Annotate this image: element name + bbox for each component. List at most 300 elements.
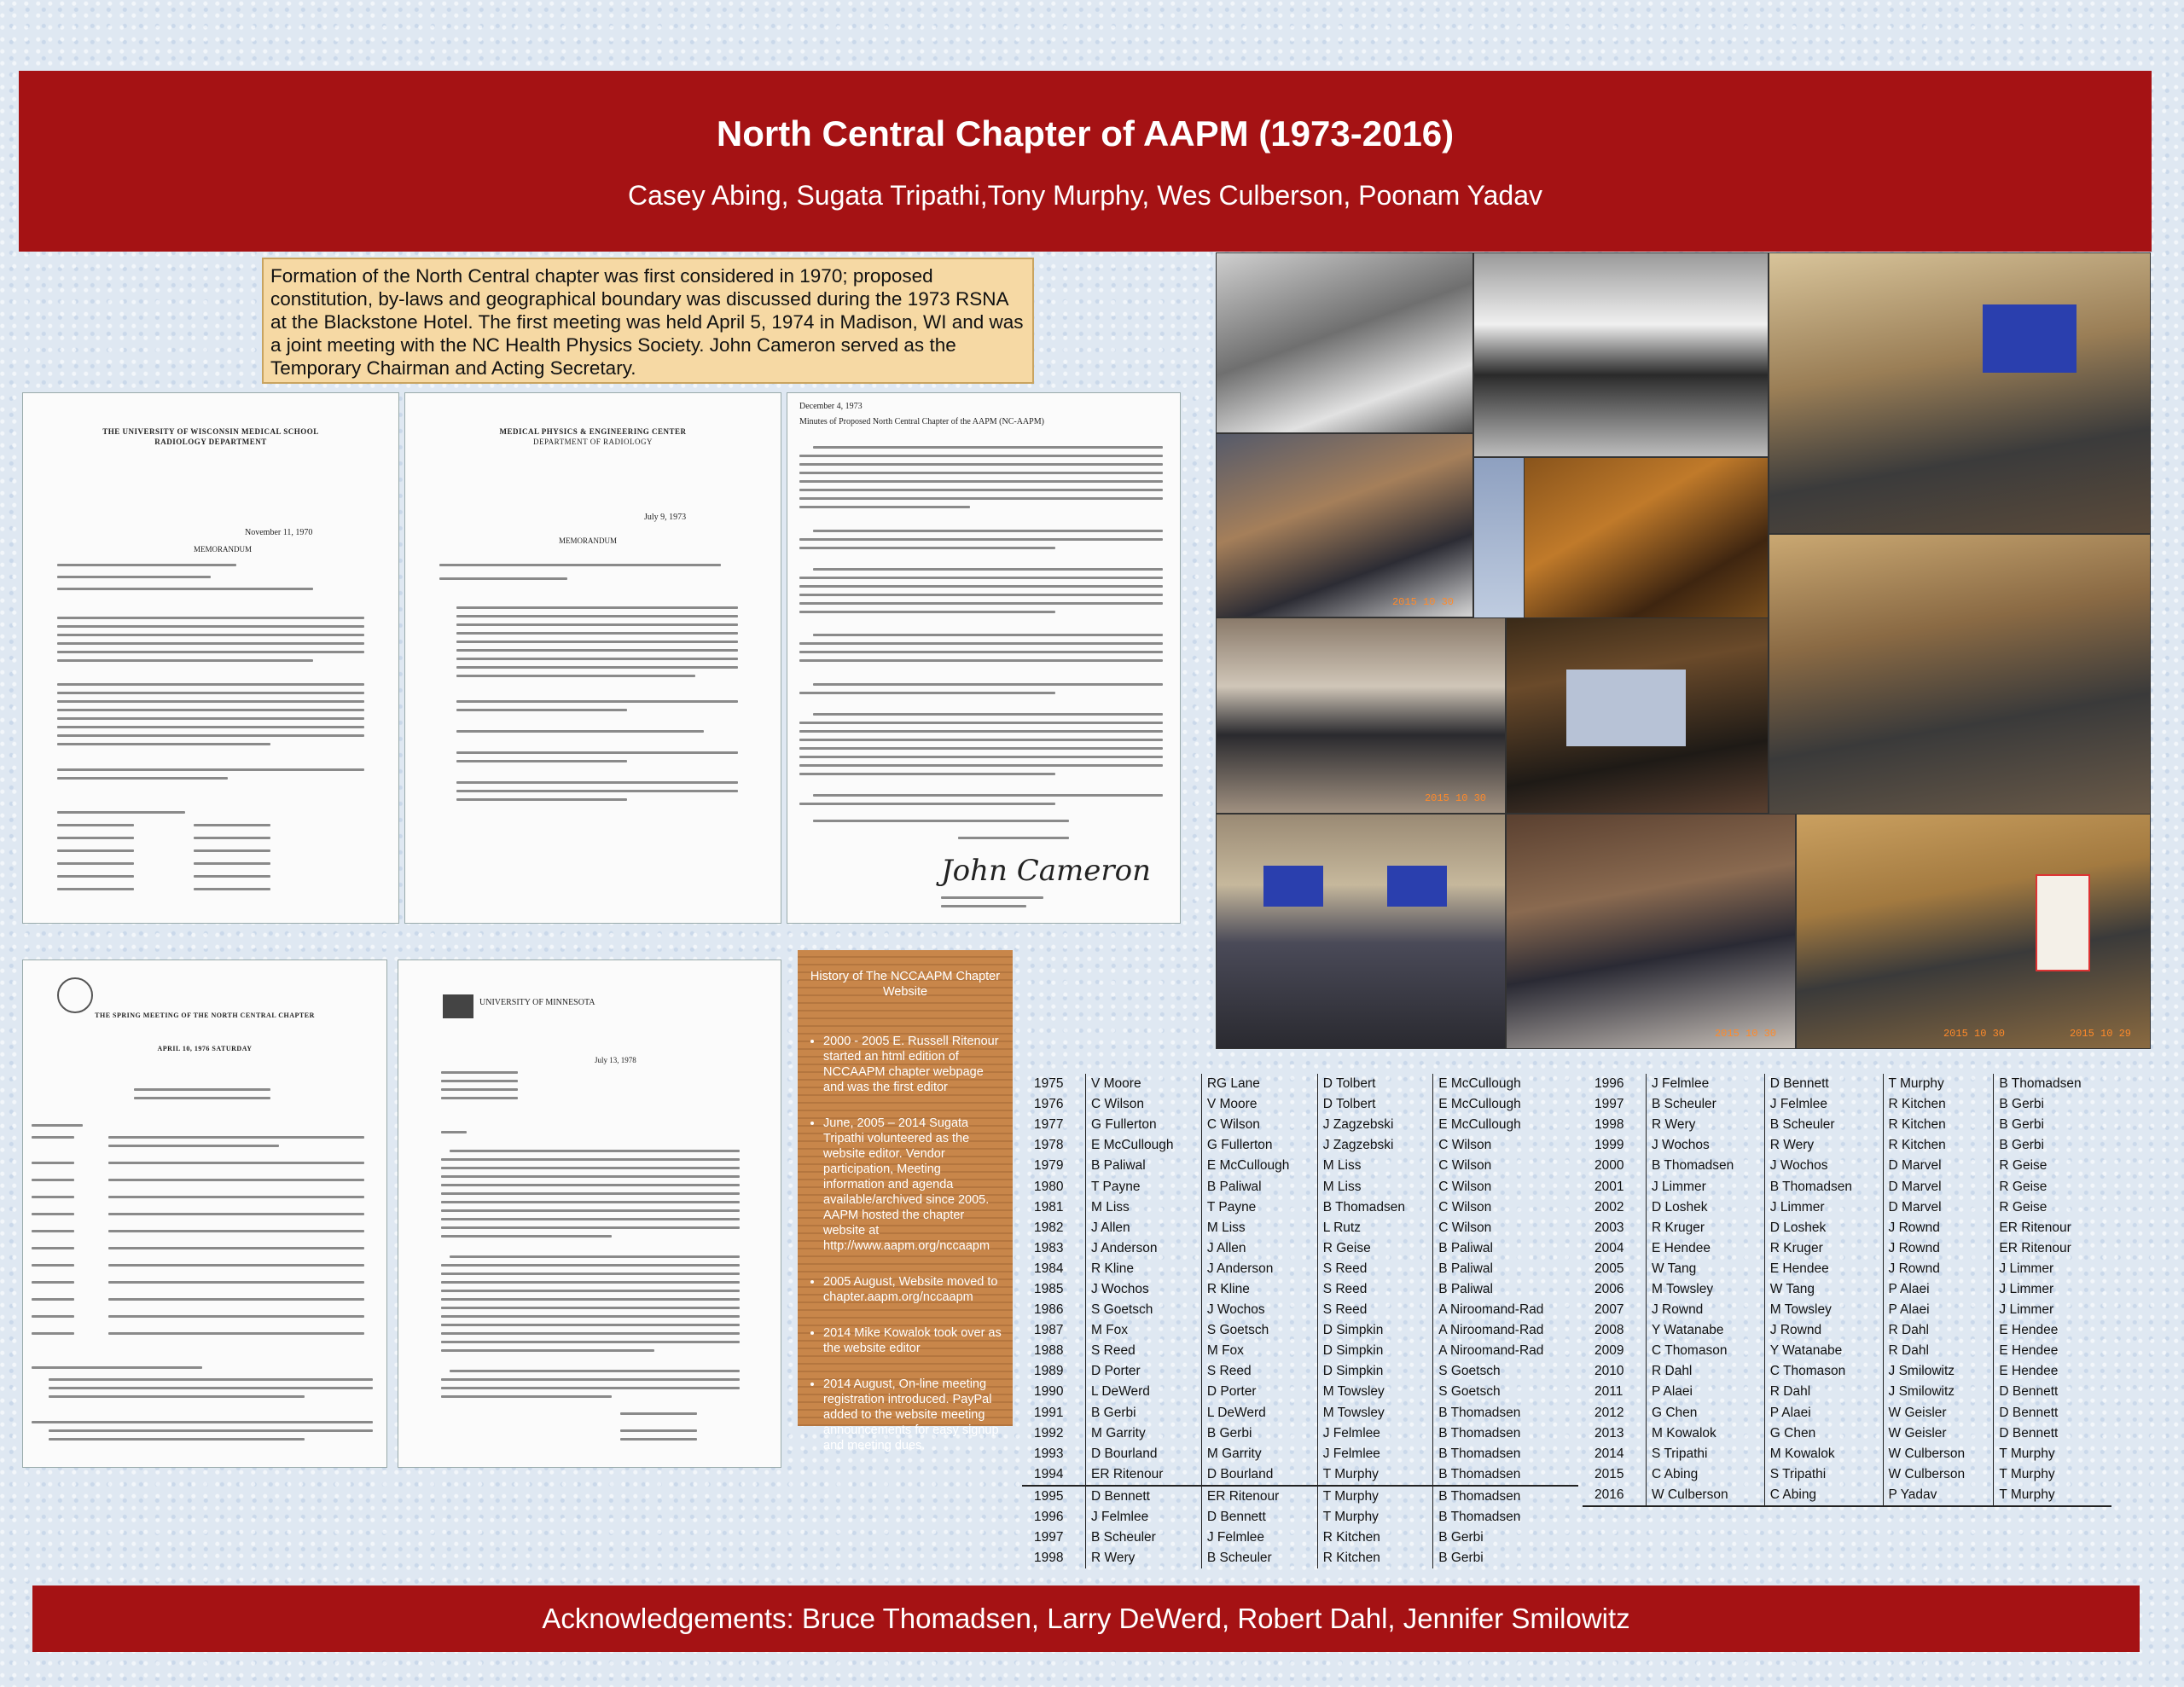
officer-cell: J Smilowitz — [1883, 1382, 1994, 1402]
officer-cell: D Bennett — [1994, 1403, 2111, 1423]
slide-screen — [1566, 670, 1686, 746]
table-row — [1022, 1320, 1578, 1341]
officer-cell: R Dahl — [1764, 1382, 1883, 1402]
year-cell: 1979 — [1034, 1158, 1064, 1174]
officer-cell: D Bennett — [1201, 1507, 1317, 1528]
officer-cell: D Bennett — [1994, 1423, 2111, 1444]
memo-1970-scan — [22, 392, 399, 924]
website-history-title: History of The NCCAAPM Chapter Website — [810, 970, 1001, 999]
officer-cell: R Kruger — [1647, 1218, 1765, 1238]
officer-cell: ER Ritenour — [1994, 1218, 2111, 1238]
officer-cell: J Felmlee — [1317, 1444, 1432, 1464]
officer-cell: E Hendee — [1994, 1320, 2111, 1341]
officer-cell: T Murphy — [1883, 1074, 1994, 1094]
photo-group-standing — [1216, 617, 1506, 814]
table-row — [1022, 1486, 1578, 1507]
year-cell: 1978 — [1034, 1138, 1064, 1153]
officer-cell: B Paliwal — [1433, 1238, 1578, 1259]
officer-cell: S Tripathi — [1764, 1464, 1883, 1485]
officer-cell: W Geisler — [1883, 1423, 1994, 1444]
officer-cell: ER Ritenour — [1086, 1464, 1202, 1486]
photo-audience-slide — [1506, 617, 1769, 814]
table-row — [1022, 1444, 1578, 1464]
officer-cell: M Garrity — [1086, 1423, 1202, 1444]
year-cell: 1977 — [1034, 1117, 1064, 1133]
officer-cell: C Wilson — [1433, 1135, 1578, 1156]
year-cell: 2005 — [1594, 1261, 1624, 1276]
officer-cell: RG Lane — [1201, 1074, 1317, 1094]
officer-cell: J Anderson — [1086, 1238, 1202, 1259]
officer-cell: J Felmlee — [1317, 1423, 1432, 1444]
officer-cell: B Thomadsen — [1433, 1444, 1578, 1464]
officer-cell: M Towsley — [1764, 1300, 1883, 1320]
officer-cell: B Thomadsen — [1764, 1176, 1883, 1197]
officer-cell: Y Watanabe — [1764, 1341, 1883, 1361]
officer-cell: J Rownd — [1883, 1259, 1994, 1279]
minnesota-letter-1978-scan — [398, 959, 781, 1468]
officer-cell: S Goetsch — [1201, 1320, 1317, 1341]
officer-cell: T Murphy — [1317, 1464, 1432, 1486]
table-row — [1022, 1197, 1578, 1218]
officer-cell: J Allen — [1086, 1218, 1202, 1238]
officer-cell: J Wochos — [1201, 1300, 1317, 1320]
table-row — [1583, 1218, 2111, 1238]
table-row — [1583, 1485, 2111, 1506]
officer-cell: C Wilson — [1433, 1176, 1578, 1197]
year-cell: 2002 — [1594, 1199, 1624, 1215]
officer-cell: R Kitchen — [1317, 1528, 1432, 1548]
photo-two-men-portrait — [1216, 252, 1473, 433]
table-row — [1583, 1176, 2111, 1197]
history-item: • 2005 August, Website moved to chapter.aapm.org/nccaapm — [823, 1274, 1002, 1305]
table-row — [1022, 1382, 1578, 1402]
photo-date-stamp: 2015 10 30 — [1943, 1028, 2005, 1040]
officer-cell: J Felmlee — [1764, 1094, 1883, 1115]
year-cell: 2001 — [1594, 1179, 1624, 1194]
year-cell: 1984 — [1034, 1261, 1064, 1276]
officer-cell: S Reed — [1317, 1300, 1432, 1320]
table-row — [1583, 1423, 2111, 1444]
year-cell: 2010 — [1594, 1364, 1624, 1379]
officer-cell: W Culberson — [1883, 1444, 1994, 1464]
officer-cell: C Wilson — [1201, 1115, 1317, 1135]
officer-cell: J Zagzebski — [1317, 1115, 1432, 1135]
officer-cell: R Dahl — [1883, 1341, 1994, 1361]
officer-cell: J Limmer — [1764, 1197, 1883, 1218]
minutes-date: December 4, 1973 — [799, 402, 863, 411]
officer-cell: B Scheuler — [1201, 1548, 1317, 1568]
officer-cell: B Paliwal — [1433, 1259, 1578, 1279]
officer-cell: R Kline — [1086, 1259, 1202, 1279]
officers-table-1975-1998 — [1022, 1074, 1578, 1568]
table-row — [1583, 1238, 2111, 1259]
table-row — [1583, 1156, 2111, 1176]
table-row — [1022, 1548, 1578, 1568]
officer-cell: E Hendee — [1994, 1361, 2111, 1382]
officer-cell: B Thomadsen — [1317, 1197, 1432, 1218]
officer-cell: B Thomadsen — [1433, 1464, 1578, 1486]
officer-cell: C Wilson — [1433, 1156, 1578, 1176]
officer-cell: J Anderson — [1201, 1259, 1317, 1279]
officer-cell: E McCullough — [1086, 1135, 1202, 1156]
photo-large-audience-room — [1216, 814, 1506, 1049]
officer-cell: C Wilson — [1433, 1197, 1578, 1218]
table-row — [1583, 1341, 2111, 1361]
officer-cell: A Niroomand-Rad — [1433, 1320, 1578, 1341]
year-cell: 2007 — [1594, 1302, 1624, 1318]
officer-cell: R Kline — [1201, 1279, 1317, 1300]
projector-screen — [1983, 304, 2077, 373]
table-row — [1022, 1259, 1578, 1279]
officer-cell: D Simpkin — [1317, 1320, 1432, 1341]
poster-title: North Central Chapter of AAPM (1973-2016) — [716, 113, 1455, 154]
officer-cell: J Rownd — [1764, 1320, 1883, 1341]
year-cell: 1996 — [1034, 1510, 1064, 1525]
officer-cell: R Geise — [1994, 1156, 2111, 1176]
officer-cell: B Thomadsen — [1433, 1486, 1578, 1507]
officer-cell: B Gerbi — [1433, 1548, 1578, 1568]
officer-cell: E Hendee — [1994, 1341, 2111, 1361]
officers-table-1996-2016 — [1583, 1074, 2111, 1507]
photo-lecture-room-projector — [1769, 252, 2151, 534]
officer-cell: R Kitchen — [1883, 1094, 1994, 1115]
table-row — [1583, 1320, 2111, 1341]
officer-cell: M Garrity — [1201, 1444, 1317, 1464]
memo-1970-date: November 11, 1970 — [245, 528, 313, 537]
officer-cell: B Paliwal — [1433, 1279, 1578, 1300]
table-row — [1022, 1094, 1578, 1115]
officer-cell: B Gerbi — [1201, 1423, 1317, 1444]
intro-text-box: Formation of the North Central chapter was first considered in 1970; proposed constitution, by-laws and geographical boundary was discussed during the 1973 RSNA at the Blackstone Hotel. The first meeting was held April 5, 1974 in Madison, WI and was a joint meeting with the NC Health Physics Society. John Cameron served as the Temporary Chairman and Acting Secretary. — [262, 258, 1034, 384]
year-cell: 1980 — [1034, 1179, 1064, 1194]
officer-cell: T Murphy — [1994, 1485, 2111, 1506]
table-row — [1583, 1279, 2111, 1300]
officer-cell: P Alaei — [1647, 1382, 1765, 1402]
photo-four-people-poster — [1796, 814, 2151, 1049]
officer-cell: E McCullough — [1433, 1074, 1578, 1094]
officer-cell: M Liss — [1317, 1156, 1432, 1176]
officer-cell: R Wery — [1086, 1548, 1202, 1568]
poster-authors: Casey Abing, Sugata Tripathi,Tony Murphy, Wes Culberson, Poonam Yadav — [628, 180, 1542, 211]
officer-cell: B Thomadsen — [1433, 1403, 1578, 1423]
year-cell: 1983 — [1034, 1240, 1064, 1255]
officer-cell: J Felmlee — [1647, 1074, 1765, 1094]
table-row — [1022, 1176, 1578, 1197]
table-row — [1022, 1238, 1578, 1259]
officer-cell: M Towsley — [1317, 1403, 1432, 1423]
crest-icon — [57, 977, 93, 1013]
officer-cell: B Scheuler — [1086, 1528, 1202, 1548]
photo-podium-speaker — [1769, 534, 2151, 815]
acknowledgements: Acknowledgements: Bruce Thomadsen, Larry DeWerd, Robert Dahl, Jennifer Smilowitz — [32, 1586, 2140, 1652]
table-row — [1583, 1444, 2111, 1464]
officer-cell: B Gerbi — [1994, 1135, 2111, 1156]
officer-cell: C Wilson — [1086, 1094, 1202, 1115]
year-cell: 2013 — [1594, 1425, 1624, 1441]
officer-cell: J Felmlee — [1201, 1528, 1317, 1548]
officer-cell: R Kitchen — [1883, 1135, 1994, 1156]
officer-cell: S Goetsch — [1086, 1300, 1202, 1320]
officer-cell: M Towsley — [1647, 1279, 1765, 1300]
officer-cell: D Bennett — [1086, 1486, 1202, 1507]
year-cell: 2000 — [1594, 1158, 1624, 1174]
history-item: • 2014 Mike Kowalok took over as the website editor — [823, 1325, 1002, 1356]
officer-cell: S Goetsch — [1433, 1361, 1578, 1382]
officer-cell: C Thomason — [1647, 1341, 1765, 1361]
officer-cell: M Towsley — [1317, 1382, 1432, 1402]
officer-cell: M Fox — [1086, 1320, 1202, 1341]
photo-conference-table — [1216, 433, 1473, 617]
officer-cell: B Thomadsen — [1433, 1507, 1578, 1528]
photo-registration-desk — [1506, 814, 1796, 1049]
officer-cell: T Murphy — [1994, 1444, 2111, 1464]
officer-cell: R Wery — [1647, 1115, 1765, 1135]
year-cell: 1997 — [1594, 1097, 1624, 1112]
table-row — [1022, 1464, 1578, 1486]
officer-cell: D Tolbert — [1317, 1094, 1432, 1115]
officer-cell: T Payne — [1086, 1176, 1202, 1197]
table-row — [1022, 1074, 1578, 1094]
history-item: • 2014 August, On-line meeting registration introduced. PayPal added to the website meeting announcements for easy signup and meeting dues. — [823, 1377, 1002, 1453]
officer-cell: B Thomadsen — [1994, 1074, 2111, 1094]
table-row — [1583, 1074, 2111, 1094]
photo-date-stamp: 2015 10 30 — [1714, 1028, 1776, 1040]
website-history-box — [798, 950, 1013, 1452]
table-row — [1583, 1094, 2111, 1115]
minutes-1973-scan — [787, 392, 1181, 924]
year-cell: 1989 — [1034, 1364, 1064, 1379]
officer-cell: R Geise — [1994, 1197, 2111, 1218]
officer-cell: G Fullerton — [1086, 1115, 1202, 1135]
year-cell: 1986 — [1034, 1302, 1064, 1318]
officer-cell: J Wochos — [1086, 1279, 1202, 1300]
officer-cell: J Wochos — [1764, 1156, 1883, 1176]
officer-cell: B Scheuler — [1764, 1115, 1883, 1135]
minnesota-letterhead: UNIVERSITY OF MINNESOTA — [479, 998, 595, 1007]
officer-cell: S Reed — [1201, 1361, 1317, 1382]
officer-cell: J Wochos — [1647, 1135, 1765, 1156]
table-row — [1022, 1341, 1578, 1361]
year-cell: 1998 — [1594, 1117, 1624, 1133]
officer-cell: D Loshek — [1647, 1197, 1765, 1218]
year-cell: 2012 — [1594, 1405, 1624, 1420]
table-row — [1022, 1279, 1578, 1300]
officer-cell: D Tolbert — [1317, 1074, 1432, 1094]
screen-left — [1263, 866, 1323, 907]
officer-cell: C Abing — [1764, 1485, 1883, 1506]
officer-cell: W Tang — [1764, 1279, 1883, 1300]
officer-cell: B Gerbi — [1433, 1528, 1578, 1548]
photo-date-stamp: 2015 10 29 — [2069, 1028, 2131, 1040]
officer-cell: R Geise — [1317, 1238, 1432, 1259]
officer-cell: P Yadav — [1883, 1485, 1994, 1506]
history-item: • 2000 - 2005 E. Russell Ritenour started an html edition of NCCAAPM chapter webpage and was the first editor — [823, 1034, 1002, 1095]
year-cell: 1994 — [1034, 1466, 1064, 1481]
officer-cell: T Payne — [1201, 1197, 1317, 1218]
table-row — [1022, 1135, 1578, 1156]
officer-cell: W Geisler — [1883, 1403, 1994, 1423]
officer-cell: J Limmer — [1994, 1279, 2111, 1300]
table-row — [1022, 1528, 1578, 1548]
officer-cell: V Moore — [1201, 1094, 1317, 1115]
memo-1973-scan — [404, 392, 781, 924]
officer-cell: M Kowalok — [1764, 1444, 1883, 1464]
officer-cell: J Limmer — [1994, 1259, 2111, 1279]
photo-date-stamp: 2015 10 30 — [1424, 792, 1486, 804]
officer-cell: D Marvel — [1883, 1156, 1994, 1176]
officer-cell: B Gerbi — [1086, 1403, 1202, 1423]
year-cell: 1982 — [1034, 1220, 1064, 1235]
officer-cell: D Bourland — [1201, 1464, 1317, 1486]
memo-1973-label: MEMORANDUM — [559, 536, 618, 545]
officer-cell: R Dahl — [1647, 1361, 1765, 1382]
officer-cell: P Alaei — [1883, 1300, 1994, 1320]
officer-cell: J Limmer — [1647, 1176, 1765, 1197]
officer-cell: S Goetsch — [1433, 1382, 1578, 1402]
officer-cell: M Liss — [1201, 1218, 1317, 1238]
officer-cell: V Moore — [1086, 1074, 1202, 1094]
screen-right — [1387, 866, 1447, 907]
officer-cell: C Wilson — [1433, 1218, 1578, 1238]
officer-cell: E Hendee — [1764, 1259, 1883, 1279]
year-cell: 1976 — [1034, 1097, 1064, 1112]
memo-1973-date: July 9, 1973 — [644, 513, 687, 522]
officer-cell: W Culberson — [1883, 1464, 1994, 1485]
officer-cell: E McCullough — [1201, 1156, 1317, 1176]
officer-cell: E McCullough — [1433, 1094, 1578, 1115]
officer-cell: J Allen — [1201, 1238, 1317, 1259]
year-cell: 1993 — [1034, 1446, 1064, 1461]
officer-cell: A Niroomand-Rad — [1433, 1341, 1578, 1361]
officer-cell: W Culberson — [1647, 1485, 1765, 1506]
table-row — [1583, 1361, 2111, 1382]
year-cell: 2004 — [1594, 1240, 1624, 1255]
officer-cell: G Fullerton — [1201, 1135, 1317, 1156]
officer-cell: B Paliwal — [1201, 1176, 1317, 1197]
year-cell: 1998 — [1034, 1551, 1064, 1566]
officer-cell: B Gerbi — [1994, 1094, 2111, 1115]
spring-meeting-1976-scan — [22, 959, 387, 1468]
officer-cell: B Thomadsen — [1647, 1156, 1765, 1176]
year-cell: 1985 — [1034, 1281, 1064, 1296]
table-row — [1583, 1115, 2111, 1135]
officer-cell: M Liss — [1086, 1197, 1202, 1218]
officer-cell: M Kowalok — [1647, 1423, 1765, 1444]
officer-cell: J Rownd — [1883, 1218, 1994, 1238]
year-cell: 2016 — [1583, 1485, 1647, 1506]
memo-1970-letterhead: THE UNIVERSITY OF WISCONSIN MEDICAL SCHOOL — [102, 427, 319, 436]
officer-cell: G Chen — [1647, 1403, 1765, 1423]
officer-cell: P Alaei — [1764, 1403, 1883, 1423]
officer-cell: S Reed — [1317, 1259, 1432, 1279]
officer-cell: D Bennett — [1994, 1382, 2111, 1402]
officer-cell: A Niroomand-Rad — [1433, 1300, 1578, 1320]
table-row — [1583, 1382, 2111, 1402]
officer-cell: L DeWerd — [1201, 1403, 1317, 1423]
memo-1970-department: RADIOLOGY DEPARTMENT — [154, 438, 267, 446]
table-row — [1022, 1300, 1578, 1320]
officer-cell: M Liss — [1317, 1176, 1432, 1197]
officer-cell: G Chen — [1764, 1423, 1883, 1444]
minnesota-date: July 13, 1978 — [595, 1056, 636, 1064]
officer-cell: R Geise — [1994, 1176, 2111, 1197]
university-logo-icon — [443, 994, 473, 1018]
officer-cell: J Felmlee — [1086, 1507, 1202, 1528]
officer-cell: R Kruger — [1764, 1238, 1883, 1259]
officer-cell: B Gerbi — [1994, 1115, 2111, 1135]
officer-cell: B Paliwal — [1086, 1156, 1202, 1176]
officer-cell: E Hendee — [1647, 1238, 1765, 1259]
year-cell: 2014 — [1594, 1446, 1624, 1461]
year-cell: 1999 — [1594, 1138, 1624, 1153]
officer-cell: B Scheuler — [1647, 1094, 1765, 1115]
officer-cell: P Alaei — [1883, 1279, 1994, 1300]
table-row — [1022, 1218, 1578, 1238]
table-row — [1022, 1403, 1578, 1423]
spring-meeting-date: APRIL 10, 1976 SATURDAY — [157, 1045, 253, 1052]
officer-cell: J Rownd — [1883, 1238, 1994, 1259]
table-row — [1022, 1156, 1578, 1176]
poster-board — [2036, 874, 2090, 971]
officer-cell: J Zagzebski — [1317, 1135, 1432, 1156]
minutes-signature: John Cameron — [941, 854, 1151, 888]
officer-cell: J Smilowitz — [1883, 1361, 1994, 1382]
officer-cell: D Marvel — [1883, 1176, 1994, 1197]
officer-cell: S Reed — [1317, 1279, 1432, 1300]
memo-1973-department: DEPARTMENT OF RADIOLOGY — [533, 438, 653, 446]
year-cell: 2006 — [1594, 1281, 1624, 1296]
officer-cell: D Bourland — [1086, 1444, 1202, 1464]
year-cell: 1995 — [1022, 1486, 1086, 1507]
officer-cell: S Reed — [1086, 1341, 1202, 1361]
table-row — [1583, 1300, 2111, 1320]
year-cell: 1997 — [1034, 1530, 1064, 1545]
officer-cell: J Limmer — [1994, 1300, 2111, 1320]
poster-header — [19, 71, 2152, 252]
table-row — [1022, 1423, 1578, 1444]
officer-cell: L Rutz — [1317, 1218, 1432, 1238]
year-cell: 1975 — [1034, 1076, 1064, 1092]
table-row — [1583, 1135, 2111, 1156]
officer-cell: M Fox — [1201, 1341, 1317, 1361]
year-cell: 1991 — [1034, 1405, 1064, 1420]
year-cell: 1987 — [1034, 1323, 1064, 1338]
table-row — [1022, 1115, 1578, 1135]
officer-cell: R Wery — [1764, 1135, 1883, 1156]
year-cell: 2011 — [1594, 1384, 1623, 1400]
year-cell: 1996 — [1594, 1076, 1624, 1092]
officer-cell: D Bennett — [1764, 1074, 1883, 1094]
memo-1973-letterhead: MEDICAL PHYSICS & ENGINEERING CENTER — [499, 427, 687, 436]
officer-cell: R Dahl — [1883, 1320, 1994, 1341]
photo-three-men-bw — [1473, 252, 1769, 457]
table-row — [1022, 1507, 1578, 1528]
officer-cell: T Murphy — [1994, 1464, 2111, 1485]
table-row — [1583, 1464, 2111, 1485]
officer-cell: D Porter — [1201, 1382, 1317, 1402]
table-row — [1583, 1197, 2111, 1218]
officer-cell: B Thomadsen — [1433, 1423, 1578, 1444]
table-row — [1583, 1403, 2111, 1423]
officer-cell: W Tang — [1647, 1259, 1765, 1279]
year-cell: 1990 — [1034, 1384, 1064, 1400]
officer-cell: D Porter — [1086, 1361, 1202, 1382]
officer-cell: S Tripathi — [1647, 1444, 1765, 1464]
officer-cell: E McCullough — [1433, 1115, 1578, 1135]
officer-cell: J Rownd — [1647, 1300, 1765, 1320]
officer-cell: D Simpkin — [1317, 1341, 1432, 1361]
year-cell: 1988 — [1034, 1343, 1064, 1359]
